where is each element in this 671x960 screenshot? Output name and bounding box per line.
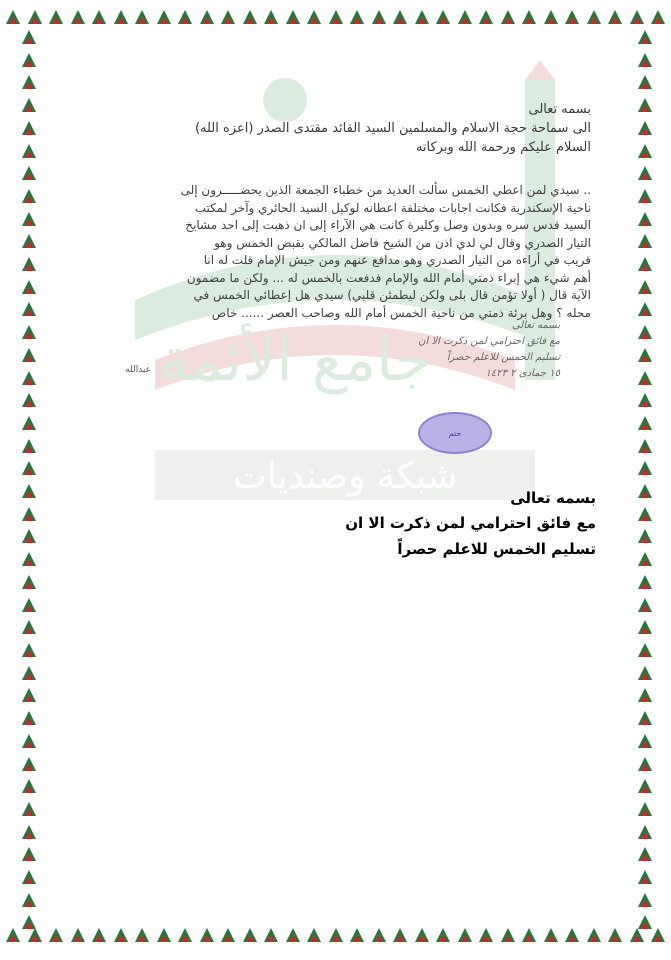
border-ornament-icon <box>200 928 214 942</box>
border-ornament-icon <box>638 688 652 702</box>
border-ornament-icon <box>264 928 278 942</box>
body-line: محله ؟ وهل برئة ذمتي من ناحية الخمس أمام الله وصاحب العصر ...... خاص <box>211 305 591 320</box>
border-ornament-icon <box>28 10 42 24</box>
border-ornament-icon <box>28 928 42 942</box>
border-ornament-icon <box>638 348 652 362</box>
border-ornament-icon <box>22 121 36 135</box>
border-ornament-icon <box>22 234 36 248</box>
body-line: التيار الصدري وقال لي لدي اذن من الشيخ فاضل المالكي بقبض الخمس وهو <box>214 235 591 250</box>
border-ornament-icon <box>22 507 36 521</box>
border-ornament-icon <box>22 620 36 634</box>
border-ornament-icon <box>22 688 36 702</box>
border-ornament-icon <box>638 393 652 407</box>
border-right <box>630 30 660 930</box>
border-ornament-icon <box>479 10 493 24</box>
border-ornament-icon <box>393 928 407 942</box>
body-line: السيد قدس سره وبدون وصل وكليرة كانت هي الآراء إلى ان ذهبت إلى احد مشايخ <box>185 218 591 232</box>
border-ornament-icon <box>501 10 515 24</box>
border-ornament-icon <box>221 928 235 942</box>
border-ornament-icon <box>638 280 652 294</box>
border-ornament-icon <box>350 10 364 24</box>
border-ornament-icon <box>638 484 652 498</box>
border-ornament-icon <box>22 53 36 67</box>
border-ornament-icon <box>458 10 472 24</box>
border-bottom <box>0 928 671 958</box>
border-ornament-icon <box>22 529 36 543</box>
body-line: ناحية الإسكندرية فكانت اجابات مختلفة اعطانه لوكيل السيد الحائري وآخر لمكتب <box>194 200 591 215</box>
border-ornament-icon <box>638 757 652 771</box>
border-ornament-icon <box>178 928 192 942</box>
border-ornament-icon <box>638 643 652 657</box>
watermark-banner: شبكة وصنديات <box>232 456 458 497</box>
body-line: الآية قال ( أولا تؤمن قال بلى ولكن ليطمئن قلبي) سيدي هل إعطائي الخمس في <box>193 288 591 302</box>
border-ornament-icon <box>22 461 36 475</box>
border-ornament-icon <box>415 10 429 24</box>
border-ornament-icon <box>638 75 652 89</box>
border-left <box>14 30 44 930</box>
border-ornament-icon <box>638 529 652 543</box>
border-ornament-icon <box>638 711 652 725</box>
border-ornament-icon <box>22 280 36 294</box>
reply-line-3: تسليم الخمس للاعلم حصراً <box>397 540 596 558</box>
border-ornament-icon <box>6 928 20 942</box>
border-ornament-icon <box>22 802 36 816</box>
border-ornament-icon <box>22 598 36 612</box>
border-ornament-icon <box>587 928 601 942</box>
border-ornament-icon <box>221 10 235 24</box>
border-ornament-icon <box>651 10 665 24</box>
border-ornament-icon <box>200 10 214 24</box>
border-ornament-icon <box>307 928 321 942</box>
border-ornament-icon <box>565 10 579 24</box>
border-ornament-icon <box>22 552 36 566</box>
border-ornament-icon <box>638 212 652 226</box>
border-ornament-icon <box>350 928 364 942</box>
border-ornament-icon <box>264 10 278 24</box>
border-ornament-icon <box>286 928 300 942</box>
border-ornament-icon <box>22 915 36 929</box>
border-ornament-icon <box>522 10 536 24</box>
border-ornament-icon <box>638 325 652 339</box>
border-ornament-icon <box>638 53 652 67</box>
border-ornament-icon <box>415 928 429 942</box>
border-ornament-icon <box>92 928 106 942</box>
letter-header <box>70 100 591 157</box>
border-ornament-icon <box>638 121 652 135</box>
seal-text: ختم <box>448 428 462 438</box>
border-ornament-icon <box>22 757 36 771</box>
border-ornament-icon <box>608 928 622 942</box>
border-ornament-icon <box>286 10 300 24</box>
border-ornament-icon <box>638 620 652 634</box>
border-ornament-icon <box>22 257 36 271</box>
official-seal-icon <box>418 412 492 454</box>
header-line: الى سماحة حجة الاسلام والمسلمين السيد القائد مقتدى الصدر (اعزه الله) <box>194 121 591 136</box>
reply-line-2: مع فائق احترامي لمن ذكرت الا ان <box>345 514 596 532</box>
border-ornament-icon <box>307 10 321 24</box>
border-ornament-icon <box>630 10 644 24</box>
body-line: .. سيدي لمن اعطي الخمس سألت العديد من خطباء الجمعة الذين يحضـــــرون إلى <box>180 183 591 197</box>
border-ornament-icon <box>638 666 652 680</box>
border-ornament-icon <box>638 507 652 521</box>
border-ornament-icon <box>638 825 652 839</box>
border-ornament-icon <box>243 10 257 24</box>
border-ornament-icon <box>114 10 128 24</box>
border-ornament-icon <box>638 30 652 44</box>
border-ornament-icon <box>630 928 644 942</box>
border-ornament-icon <box>22 212 36 226</box>
handwritten-line: بسمه تعالى <box>511 320 560 331</box>
border-ornament-icon <box>638 802 652 816</box>
handwritten-note <box>360 318 560 382</box>
border-ornament-icon <box>22 484 36 498</box>
border-ornament-icon <box>22 847 36 861</box>
border-ornament-icon <box>22 666 36 680</box>
letter-body <box>70 182 591 322</box>
border-ornament-icon <box>71 928 85 942</box>
border-ornament-icon <box>92 10 106 24</box>
border-ornament-icon <box>638 847 652 861</box>
border-ornament-icon <box>22 393 36 407</box>
border-ornament-icon <box>49 10 63 24</box>
border-ornament-icon <box>22 893 36 907</box>
border-ornament-icon <box>638 234 652 248</box>
border-ornament-icon <box>638 439 652 453</box>
border-ornament-icon <box>651 928 665 942</box>
border-ornament-icon <box>608 10 622 24</box>
body-line: أهم شيء هي إبراء ذمتي أمام الله والإمام فدفعت بالخمس له ... ولكن ما مضمون <box>186 270 591 285</box>
border-ornament-icon <box>22 734 36 748</box>
border-ornament-icon <box>178 10 192 24</box>
border-ornament-icon <box>501 928 515 942</box>
watermark-text: جامع الأئمة <box>158 325 432 395</box>
border-ornament-icon <box>638 98 652 112</box>
border-ornament-icon <box>22 166 36 180</box>
border-ornament-icon <box>22 30 36 44</box>
border-ornament-icon <box>544 928 558 942</box>
border-ornament-icon <box>638 598 652 612</box>
border-ornament-icon <box>436 928 450 942</box>
border-ornament-icon <box>22 325 36 339</box>
border-ornament-icon <box>393 10 407 24</box>
header-line: السلام عليكم ورحمة الله وبركاته <box>415 140 591 155</box>
border-ornament-icon <box>6 10 20 24</box>
body-line: قريب في أراءه من التيار الصدري وهو مدافع عنهم ومن جيش الإمام قلت له انا <box>203 253 591 267</box>
border-ornament-icon <box>458 928 472 942</box>
border-ornament-icon <box>22 439 36 453</box>
border-ornament-icon <box>22 98 36 112</box>
border-ornament-icon <box>638 915 652 929</box>
border-ornament-icon <box>479 928 493 942</box>
reply-line-1: بسمه تعالى <box>510 489 596 507</box>
border-ornament-icon <box>638 371 652 385</box>
border-ornament-icon <box>638 552 652 566</box>
border-ornament-icon <box>372 928 386 942</box>
border-ornament-icon <box>157 10 171 24</box>
border-ornament-icon <box>22 416 36 430</box>
border-ornament-icon <box>22 189 36 203</box>
border-ornament-icon <box>638 302 652 316</box>
header-line: بسمه تعالى <box>528 102 591 117</box>
border-ornament-icon <box>329 10 343 24</box>
border-ornament-icon <box>243 928 257 942</box>
border-ornament-icon <box>22 870 36 884</box>
border-ornament-icon <box>565 928 579 942</box>
border-ornament-icon <box>135 10 149 24</box>
border-ornament-icon <box>22 144 36 158</box>
border-ornament-icon <box>22 643 36 657</box>
border-ornament-icon <box>522 928 536 942</box>
border-ornament-icon <box>22 711 36 725</box>
border-ornament-icon <box>638 189 652 203</box>
border-ornament-icon <box>638 575 652 589</box>
border-ornament-icon <box>135 928 149 942</box>
border-ornament-icon <box>22 371 36 385</box>
border-ornament-icon <box>114 928 128 942</box>
border-top <box>0 10 671 40</box>
border-ornament-icon <box>638 870 652 884</box>
border-ornament-icon <box>22 302 36 316</box>
border-ornament-icon <box>638 461 652 475</box>
border-ornament-icon <box>22 779 36 793</box>
letter-signature: عبدالله <box>125 365 151 375</box>
border-ornament-icon <box>638 779 652 793</box>
border-ornament-icon <box>638 144 652 158</box>
handwritten-date: ١٥ جمادى ٢ ١٤٢٣ <box>485 368 560 379</box>
border-ornament-icon <box>638 893 652 907</box>
border-ornament-icon <box>22 575 36 589</box>
handwritten-line: تسليم الخمس للاعلم حصراً <box>446 352 560 363</box>
border-ornament-icon <box>638 166 652 180</box>
border-ornament-icon <box>22 75 36 89</box>
border-ornament-icon <box>22 825 36 839</box>
border-ornament-icon <box>587 10 601 24</box>
border-ornament-icon <box>329 928 343 942</box>
border-ornament-icon <box>372 10 386 24</box>
border-ornament-icon <box>49 928 63 942</box>
border-ornament-icon <box>157 928 171 942</box>
border-ornament-icon <box>436 10 450 24</box>
handwritten-line: مع فائق احترامي لمن ذكرت الا ان <box>418 336 560 347</box>
border-ornament-icon <box>544 10 558 24</box>
border-ornament-icon <box>638 257 652 271</box>
border-ornament-icon <box>71 10 85 24</box>
border-ornament-icon <box>22 348 36 362</box>
border-ornament-icon <box>638 734 652 748</box>
border-ornament-icon <box>638 416 652 430</box>
